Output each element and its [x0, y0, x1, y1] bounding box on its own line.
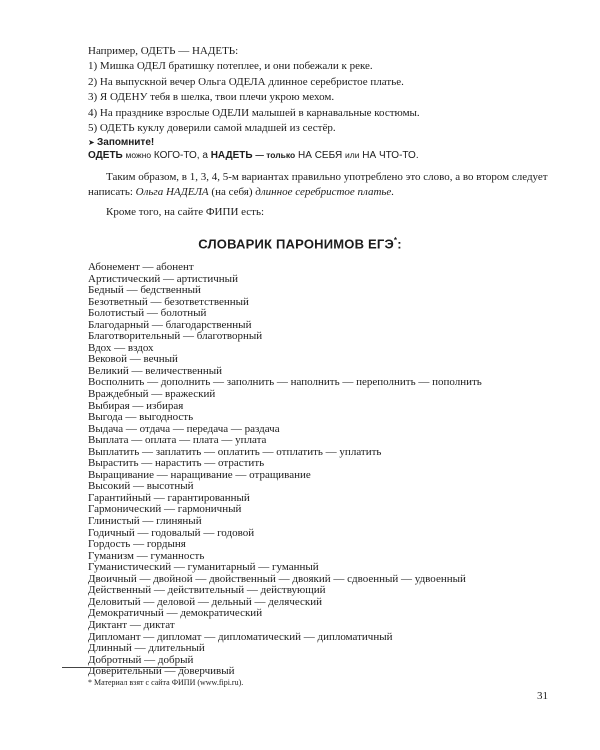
dictionary-title: СЛОВАРИК ПАРОНИМОВ ЕГЭ*: — [198, 236, 402, 252]
paronym-entry: Выплатить — заплатить — оплатить — отплатить — уплатить — [88, 445, 382, 458]
rule-text: НА ЧТО-ТО. — [362, 150, 419, 161]
fipi-line: Кроме того, на сайте ФИПИ есть: — [106, 206, 265, 218]
example-item: 3) Я ОДЕНУ тебя в шелка, твои плечи укрою мехом. — [88, 91, 335, 104]
paronym-entry: Высокий — высотный — [88, 480, 194, 493]
paronym-entry: Гуманистический — гуманитарный — гуманный — [88, 561, 319, 574]
paronym-entry: Гуманизм — гуманность — [88, 549, 205, 562]
paronym-entry: Артистический — артистичный — [88, 272, 238, 285]
paronym-entry: Вдох — вздох — [88, 341, 154, 354]
paronym-entry: Глинистый — глиняный — [88, 515, 202, 528]
dictionary-title-text: СЛОВАРИК ПАРОНИМОВ ЕГЭ — [198, 236, 394, 252]
paronym-entry: Годичный — годовалый — годовой — [88, 526, 255, 539]
paronym-entry: Выбирая — избирая — [88, 399, 184, 412]
footnote-divider — [62, 667, 186, 668]
paronym-entry: Деловитый — деловой — дельный — деляческий — [88, 595, 323, 608]
paronym-entry: Благодарный — благодарственный — [88, 318, 252, 331]
paronym-entry: Диктант — диктат — [88, 618, 175, 631]
arrow-bullet-icon: ➤ — [88, 138, 95, 147]
summary-text: Таким образом, в 1, 3, 4, 5-м вариантах правильно употреблено это слово, а во втором следует написать: — [88, 171, 548, 198]
paronym-entry: Безответный — безответственный — [88, 295, 249, 308]
paronym-entry: Выдача — отдача — передача — раздача — [88, 422, 280, 435]
paronym-entry: Великий — величественный — [88, 364, 223, 377]
summary-paragraph — [88, 170, 556, 200]
footnote: * Материал взят с сайта ФИПИ (www.fipi.ru). — [88, 678, 244, 687]
paronym-entry: Благотворительный — благотворный — [88, 330, 263, 343]
summary-example-note: (на себя) — [211, 186, 253, 198]
paronym-entry: Добротный — добрый — [88, 653, 194, 666]
paronym-entry: Гармонический — гармоничный — [88, 503, 242, 516]
rule-word-odet: ОДЕТЬ — [88, 150, 123, 161]
intro-heading: Например, ОДЕТЬ — НАДЕТЬ: — [88, 45, 239, 57]
example-item: 5) ОДЕТЬ куклу доверили самой младшей из сестёр. — [88, 122, 336, 135]
example-item: 2) На выпускной вечер Ольга ОДЕЛА длинное серебристое платье. — [88, 75, 404, 88]
paronym-list — [88, 262, 482, 678]
example-item: 4) На празднике взрослые ОДЕЛИ малышей в карнавальные костюмы. — [88, 106, 420, 119]
paronym-entry: Вековой — вечный — [88, 353, 178, 366]
paronym-entry: Гордость — гордыня — [88, 538, 186, 551]
paronym-entry: Двоичный — двойной — двойственный — двоякий — сдвоенный — удвоенный — [88, 572, 466, 585]
remember-title: Запомните! — [97, 137, 155, 148]
summary-example-end: длинное серебристое платье. — [255, 186, 395, 198]
paronym-entry: Действенный — действительный — действующий — [88, 584, 326, 597]
rule-text: КОГО-ТО, а — [153, 150, 208, 161]
remember-rule — [88, 150, 419, 161]
paronym-entry: Выплата — оплата — плата — уплата — [88, 434, 267, 447]
intro-section — [88, 44, 558, 136]
paronym-entry: Выращивание — наращивание — отращивание — [88, 468, 311, 481]
paronym-entry: Дипломант — дипломат — дипломатический — дипломатичный — [88, 630, 393, 643]
rule-text: можно — [125, 150, 152, 160]
example-list — [88, 59, 558, 136]
paronym-entry: Бедный — бедственный — [88, 284, 201, 297]
paronym-entry: Доверительный — доверчивый — [88, 665, 235, 678]
paronym-entry: Выгода — выгодность — [88, 411, 194, 424]
paronym-entry: Вырастить — нарастить — отрастить — [88, 457, 265, 470]
paronym-entry: Длинный — длительный — [88, 642, 205, 655]
summary-example: Ольга НАДЕЛА — [135, 186, 209, 198]
rule-text: НА СЕБЯ — [298, 150, 343, 161]
paronym-entry: Абонемент — абонент — [88, 261, 194, 273]
paronym-entry: Демократичный — демократический — [88, 607, 263, 620]
remember-heading — [88, 137, 154, 148]
paronym-entry: Гарантийный — гарантированный — [88, 491, 250, 504]
footnote-marker: * — [393, 236, 398, 245]
page-number: 31 — [537, 690, 548, 702]
rule-text: или — [345, 150, 360, 160]
paronym-entry: Болотистый — болотный — [88, 307, 207, 320]
rule-text: — только — [255, 150, 296, 160]
example-item: 1) Мишка ОДЕЛ братишку потеплее, и они побежали к реке. — [88, 60, 373, 73]
paronym-entry: Враждебный — вражеский — [88, 388, 216, 401]
paronym-entry: Восполнить — дополнить — заполнить — наполнить — переполнить — пополнить — [88, 376, 482, 389]
rule-word-nadet: НАДЕТЬ — [210, 150, 253, 161]
